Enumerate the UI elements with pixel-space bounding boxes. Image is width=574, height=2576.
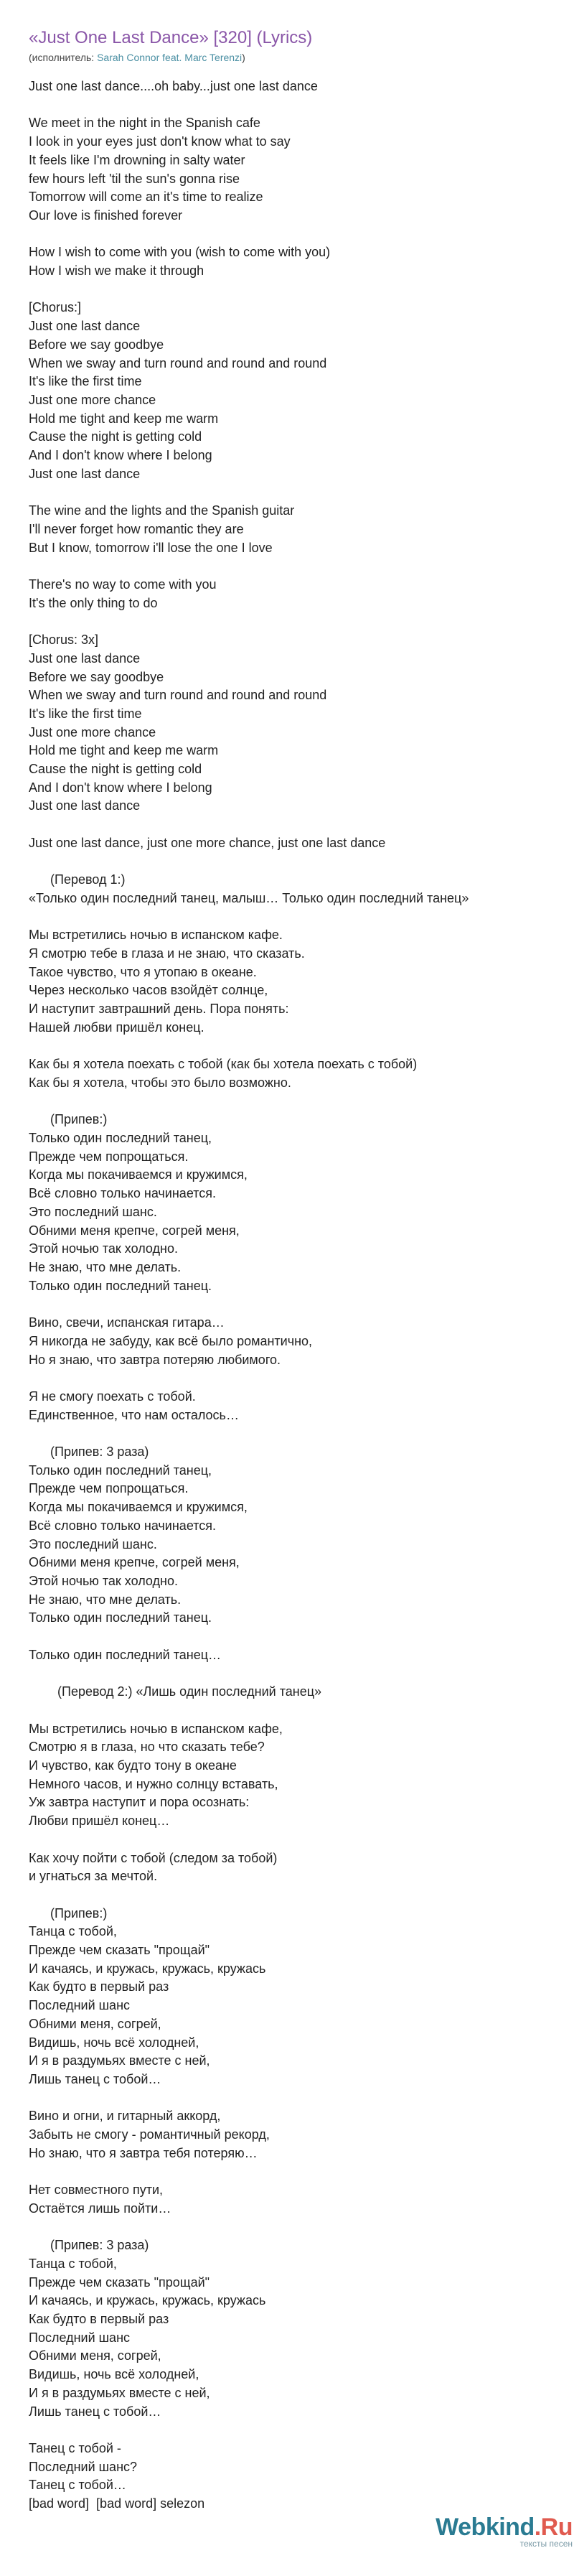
site-watermark — [436, 2514, 573, 2549]
site-logo-tld: .Ru — [534, 2514, 573, 2541]
site-logo — [436, 2514, 573, 2540]
lyrics-text: Just one last dance....oh baby...just one last dance We meet in the night in the Spanish cafe I look in your eyes just don't know what to say It feels like I'm drowning in salty water few hours left 'til the sun's gonna rise Tomorrow will come an it's time to realize Our love is finished forever How I wish to come with you (wish to come with you) How I wish we make it through [Chorus:] Just one last dance Before we say goodbye When we sway and turn round and round and round It's like the first time Just one more chance Hold me tight and keep me warm Cause the night is getting cold And I don't know where I belong Just one last dance The wine and the lights and the Spanish guitar I'll never forget how romantic they are But I know, tomorrow i'll lose the one I love There's no way to come with you It's the only thing to do [Chorus: 3x] Just one last dance Before we say goodbye When we sway and turn round and round and round It's like the first time Just one more chance Hold me tight and keep me warm Cause the night is getting cold And I don't know where I belong Just one last dance Just one last dance, just one more chance, just one last dance (Перевод 1:) «Только один последний танец, малыш… Только один последний танец» Мы встретились ночью в испанском кафе. Я смотрю тебе в глаза и не знаю, что сказать. Такое чувство, что я утопаю в океане. Через несколько часов взойдёт солнце, И наступит завтрашний день. Пора понять: Нашей любви пришёл конец. Как бы я хотела поехать с тобой (как бы хотела поехать с тобой) Как бы я хотела, чтобы это было возможно. (Припев:) Только один последний танец, Прежде чем попрощаться. Когда мы покачиваемся и кружимся, Всё словно только начинается. Это последний шанс. Обними меня крепче, согрей меня, Этой ночью так холодно. Не знаю, что мне делать. Только один последний танец. Вино, свечи, испанская гитара… Я никогда не забуду, как всё было романтично, Но я знаю, что завтра потеряю любимого. Я не смогу поехать с тобой. Единственное, что нам осталось… (Припев: 3 раза) Только один последний танец, Прежде чем попрощаться. Когда мы покачиваемся и кружимся, Всё словно только начинается. Это последний шанс. Обними меня крепче, согрей меня, Этой ночью так холодно. Не знаю, что мне делать. Только один последний танец. Только один последний танец… (Перевод 2:) «Лишь один последний танец» Мы встретились ночью в испанском кафе, Смотрю я в глаза, но что сказать тебе? И чувство, как будто тону в океане Немного часов, и нужно солнцу вставать, Уж завтра наступит и пора осознать: Любви пришёл конец… Как хочу пойти с тобой (следом за тобой) и угнаться за мечтой. (Припев:) Танца с тобой, Прежде чем сказать "прощай" И качаясь, и кружась, кружась, кружась Как будто в первый раз Последний шанс Обними меня, согрей, Видишь, ночь всё холодней, И я в раздумьях вместе с ней, Лишь танец с тобой… Вино и огни, и гитарный аккорд, Забыть не смогу - романтичный рекорд, Но знаю, что я завтра тебя потеряю… Нет совместного пути, Остаётся лишь пойти… (Припев: 3 раза) Танца с тобой, Прежде чем сказать "прощай" И качаясь, и кружась, кружась, кружась Как будто в первый раз Последний шанс Обними меня, согрей, Видишь, ночь всё холодней, И я в раздумьях вместе с ней, Лишь танец с тобой… Танец с тобой - Последний шанс? Танец с тобой… [bad word] [bad word] selezon — [29, 79, 469, 2511]
artist-prefix: (исполнитель: — [29, 52, 98, 63]
song-title: «Just One Last Dance» [320] (Lyrics) — [29, 28, 313, 47]
artist-link[interactable]: Sarah Connor feat. Marc Terenzi — [97, 52, 243, 63]
artist-line — [29, 50, 545, 65]
site-logo-name: Webkind — [436, 2514, 535, 2541]
site-tagline: тексты песен — [519, 2539, 573, 2549]
artist-suffix: ) — [242, 52, 245, 63]
